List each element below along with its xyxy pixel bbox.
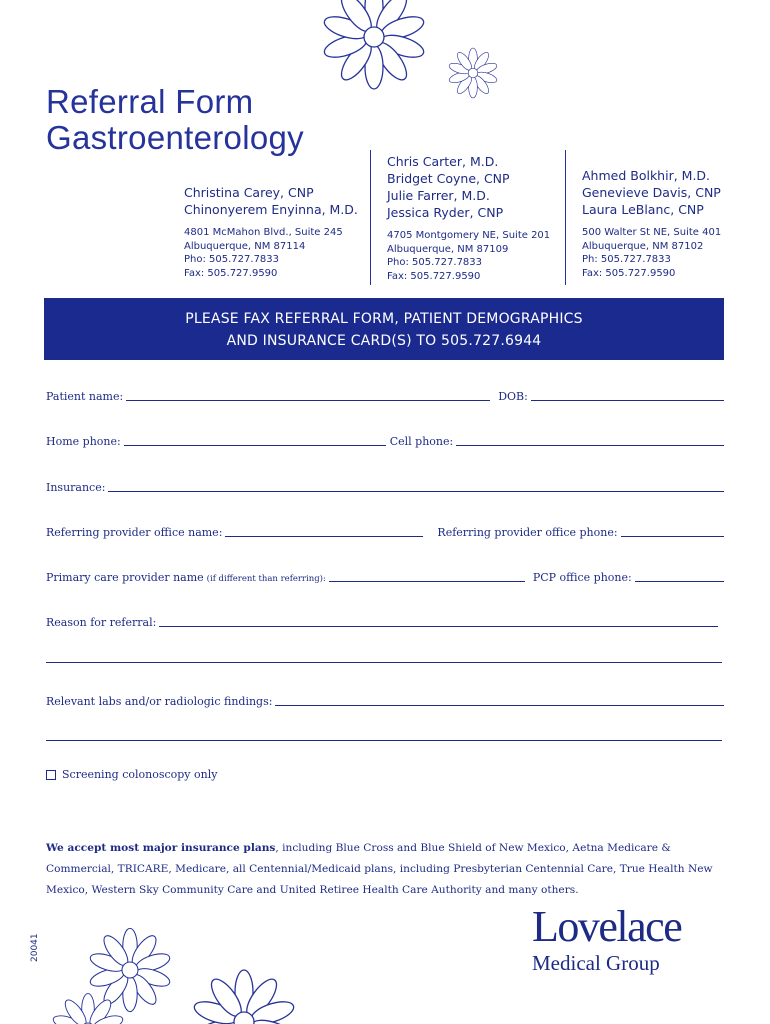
referring-office-row xyxy=(46,526,724,539)
dob-label: DOB: xyxy=(498,390,528,403)
address-line: Albuquerque, NM 87109 xyxy=(387,243,509,255)
provider-name: Chinonyerem Enyinna, M.D. xyxy=(184,202,358,217)
ref-office-phone-label: Referring provider office phone: xyxy=(437,526,618,539)
location-mcmahon xyxy=(184,184,364,280)
fax-line: Fax: 505.727.9590 xyxy=(184,267,278,279)
cell-phone-label: Cell phone: xyxy=(389,435,454,448)
home-phone-label: Home phone: xyxy=(46,435,121,448)
provider-name: Bridget Coyne, CNP xyxy=(387,171,510,186)
provider-name: Chris Carter, M.D. xyxy=(387,154,499,169)
provider-name: Ahmed Bolkhir, M.D. xyxy=(582,168,711,183)
checkbox[interactable] xyxy=(46,770,56,780)
provider-name: Jessica Ryder, CNP xyxy=(387,205,504,220)
screening-colonoscopy-option[interactable] xyxy=(46,768,217,781)
banner-line-2: AND INSURANCE CARD(S) TO 505.727.6944 xyxy=(226,333,542,349)
pcp-phone-field[interactable] xyxy=(635,572,724,582)
daisy-large-top xyxy=(322,0,426,89)
pcp-row xyxy=(46,571,724,584)
daisy-bottom-mid xyxy=(192,970,296,1024)
insurance-label: Insurance: xyxy=(46,481,106,494)
labs-field[interactable] xyxy=(275,696,724,706)
ref-office-phone-field[interactable] xyxy=(621,527,724,537)
banner-line-1: PLEASE FAX REFERRAL FORM, PATIENT DEMOGRAPHICS xyxy=(185,311,583,327)
patient-name-field[interactable] xyxy=(126,391,490,401)
address-line: 500 Walter St NE, Suite 401 xyxy=(582,227,722,238)
daisy-small-top xyxy=(448,48,498,98)
reason-field[interactable] xyxy=(159,617,718,627)
insurance-statement-text: , including Blue Cross and Blue Shield of New Mexico, Aetna Medicare & Commercial, TRICARE, Medicare, all Centennial/Medicaid plans, including Presbyterian Centennial Care, True Health New Mexico, Western Sky Community Care and United Retiree Health Care Authority and many others. xyxy=(46,842,713,896)
address-line: Albuquerque, NM 87102 xyxy=(582,240,704,252)
location-montgomery xyxy=(387,153,562,283)
pcp-note: (if different than referring): xyxy=(206,574,326,584)
daisy-bottom-left xyxy=(88,928,172,1011)
title-line-1: Referral Form xyxy=(46,83,254,120)
insurance-statement xyxy=(46,838,736,901)
patient-name-row xyxy=(46,390,724,403)
insurance-row xyxy=(46,481,724,494)
reason-field-line-2[interactable] xyxy=(46,662,722,663)
column-divider xyxy=(370,150,371,285)
labs-field-line-2[interactable] xyxy=(46,740,722,741)
provider-name: Laura LeBlanc, CNP xyxy=(582,202,704,217)
checkbox-label: Screening colonoscopy only xyxy=(62,768,218,781)
provider-name: Julie Farrer, M.D. xyxy=(387,188,490,203)
provider-name: Christina Carey, CNP xyxy=(184,185,314,200)
dob-field[interactable] xyxy=(531,391,724,401)
reason-row xyxy=(46,616,718,629)
cell-phone-field[interactable] xyxy=(456,436,724,446)
address-line: Albuquerque, NM 87114 xyxy=(184,240,306,252)
phone-row xyxy=(46,435,724,448)
fax-line: Fax: 505.727.9590 xyxy=(387,270,481,282)
address-line: 4705 Montgomery NE, Suite 201 xyxy=(387,230,551,241)
phone-line: Pho: 505.727.7833 xyxy=(387,257,483,268)
fax-line: Fax: 505.727.9590 xyxy=(582,267,676,279)
lovelace-logo-subtitle: Medical Group xyxy=(532,951,660,975)
location-walter xyxy=(582,167,752,280)
fax-instructions-banner xyxy=(44,298,724,360)
pcp-name-label: Primary care provider name xyxy=(46,571,204,584)
ref-office-name-label: Referring provider office name: xyxy=(46,526,223,539)
pcp-name-field[interactable] xyxy=(329,572,525,582)
address-line: 4801 McMahon Blvd., Suite 245 xyxy=(184,227,343,238)
provider-name: Genevieve Davis, CNP xyxy=(582,185,721,200)
home-phone-field[interactable] xyxy=(124,436,386,446)
lovelace-logo-wordmark: Lovelace xyxy=(532,902,682,951)
labs-row xyxy=(46,695,724,708)
form-code: 20041 xyxy=(30,933,40,962)
insurance-field[interactable] xyxy=(108,482,724,492)
column-divider xyxy=(565,150,566,285)
patient-name-label: Patient name: xyxy=(46,390,124,403)
ref-office-name-field[interactable] xyxy=(225,527,423,537)
reason-label: Reason for referral: xyxy=(46,616,157,629)
insurance-statement-bold: We accept most major insurance plans xyxy=(46,842,276,854)
phone-line: Pho: 505.727.7833 xyxy=(184,254,280,265)
title-line-2: Gastroenterology xyxy=(46,119,304,156)
form-title xyxy=(46,84,304,156)
pcp-phone-label: PCP office phone: xyxy=(532,571,632,584)
labs-label: Relevant labs and/or radiologic findings: xyxy=(46,695,273,708)
phone-line: Ph: 505.727.7833 xyxy=(582,254,671,265)
